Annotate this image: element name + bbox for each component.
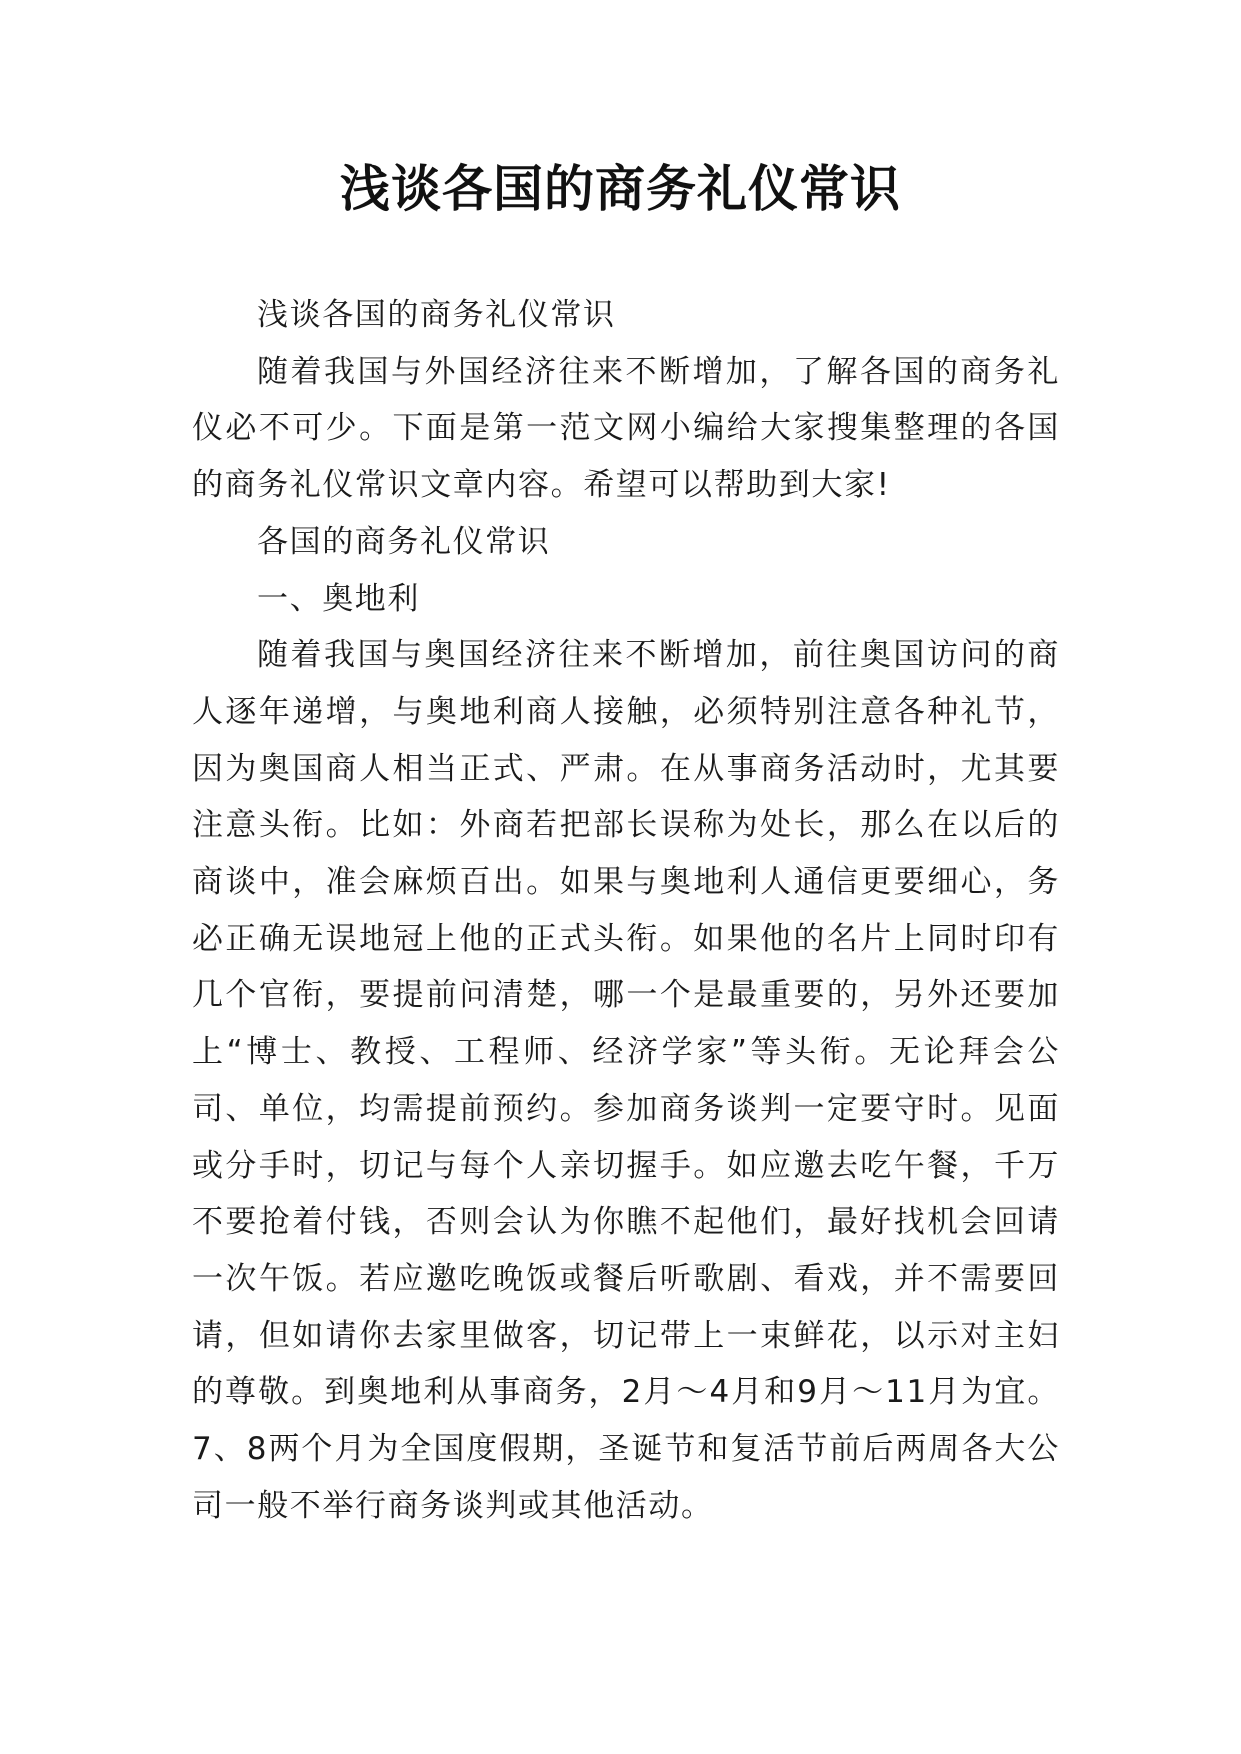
paragraph-austria-body: 随着我国与奥国经济往来不断增加，前往奥国访问的商人逐年递增，与奥地利商人接触，必须特别注意各种礼节，因为奥国商人相当正式、严肃。在从事商务活动时，尤其要注意头衔。比如：外商若把部长误称为处长，那么在以后的商谈中，准会麻烦百出。如果与奥地利人通信更要细心，务必正确无误地冠上他的正式头衔。如果他的名片上同时印有几个官衔，要提前问清楚，哪一个是最重要的，另外还要加上“博士、教授、工程师、经济学家”等头衔。无论拜会公司、单位，均需提前预约。参加商务谈判一定要守时。见面或分手时，切记与每个人亲切握手。如应邀去吃午餐，千万不要抢着付钱，否则会认为你瞧不起他们，最好找机会回请一次午饭。若应邀吃晚饭或餐后听歌剧、看戏，并不需要回请，但如请你去家里做客，切记带上一束鲜花，以示对主妇的尊敬。到奥地利从事商务，2月～4月和9月～11月为宜。7、8两个月为全国度假期，圣诞节和复活节前后两周各大公司一般不举行商务谈判或其他活动。 <box>192 637 1060 1524</box>
document-title: 浅谈各国的商务礼仪常识 <box>340 159 901 218</box>
paragraph-intro: 随着我国与外国经济往来不断增加，了解各国的商务礼仪必不可少。下面是第一范文网小编给大家搜集整理的各国的商务礼仪常识文章内容。希望可以帮助到大家! <box>192 353 1060 504</box>
paragraph-section-heading: 各国的商务礼仪常识 <box>257 523 551 560</box>
paragraph-subtitle: 浅谈各国的商务礼仪常识 <box>257 297 616 333</box>
paragraph-country-heading: 一、奥地利 <box>257 580 420 617</box>
document-body <box>192 287 1060 1534</box>
